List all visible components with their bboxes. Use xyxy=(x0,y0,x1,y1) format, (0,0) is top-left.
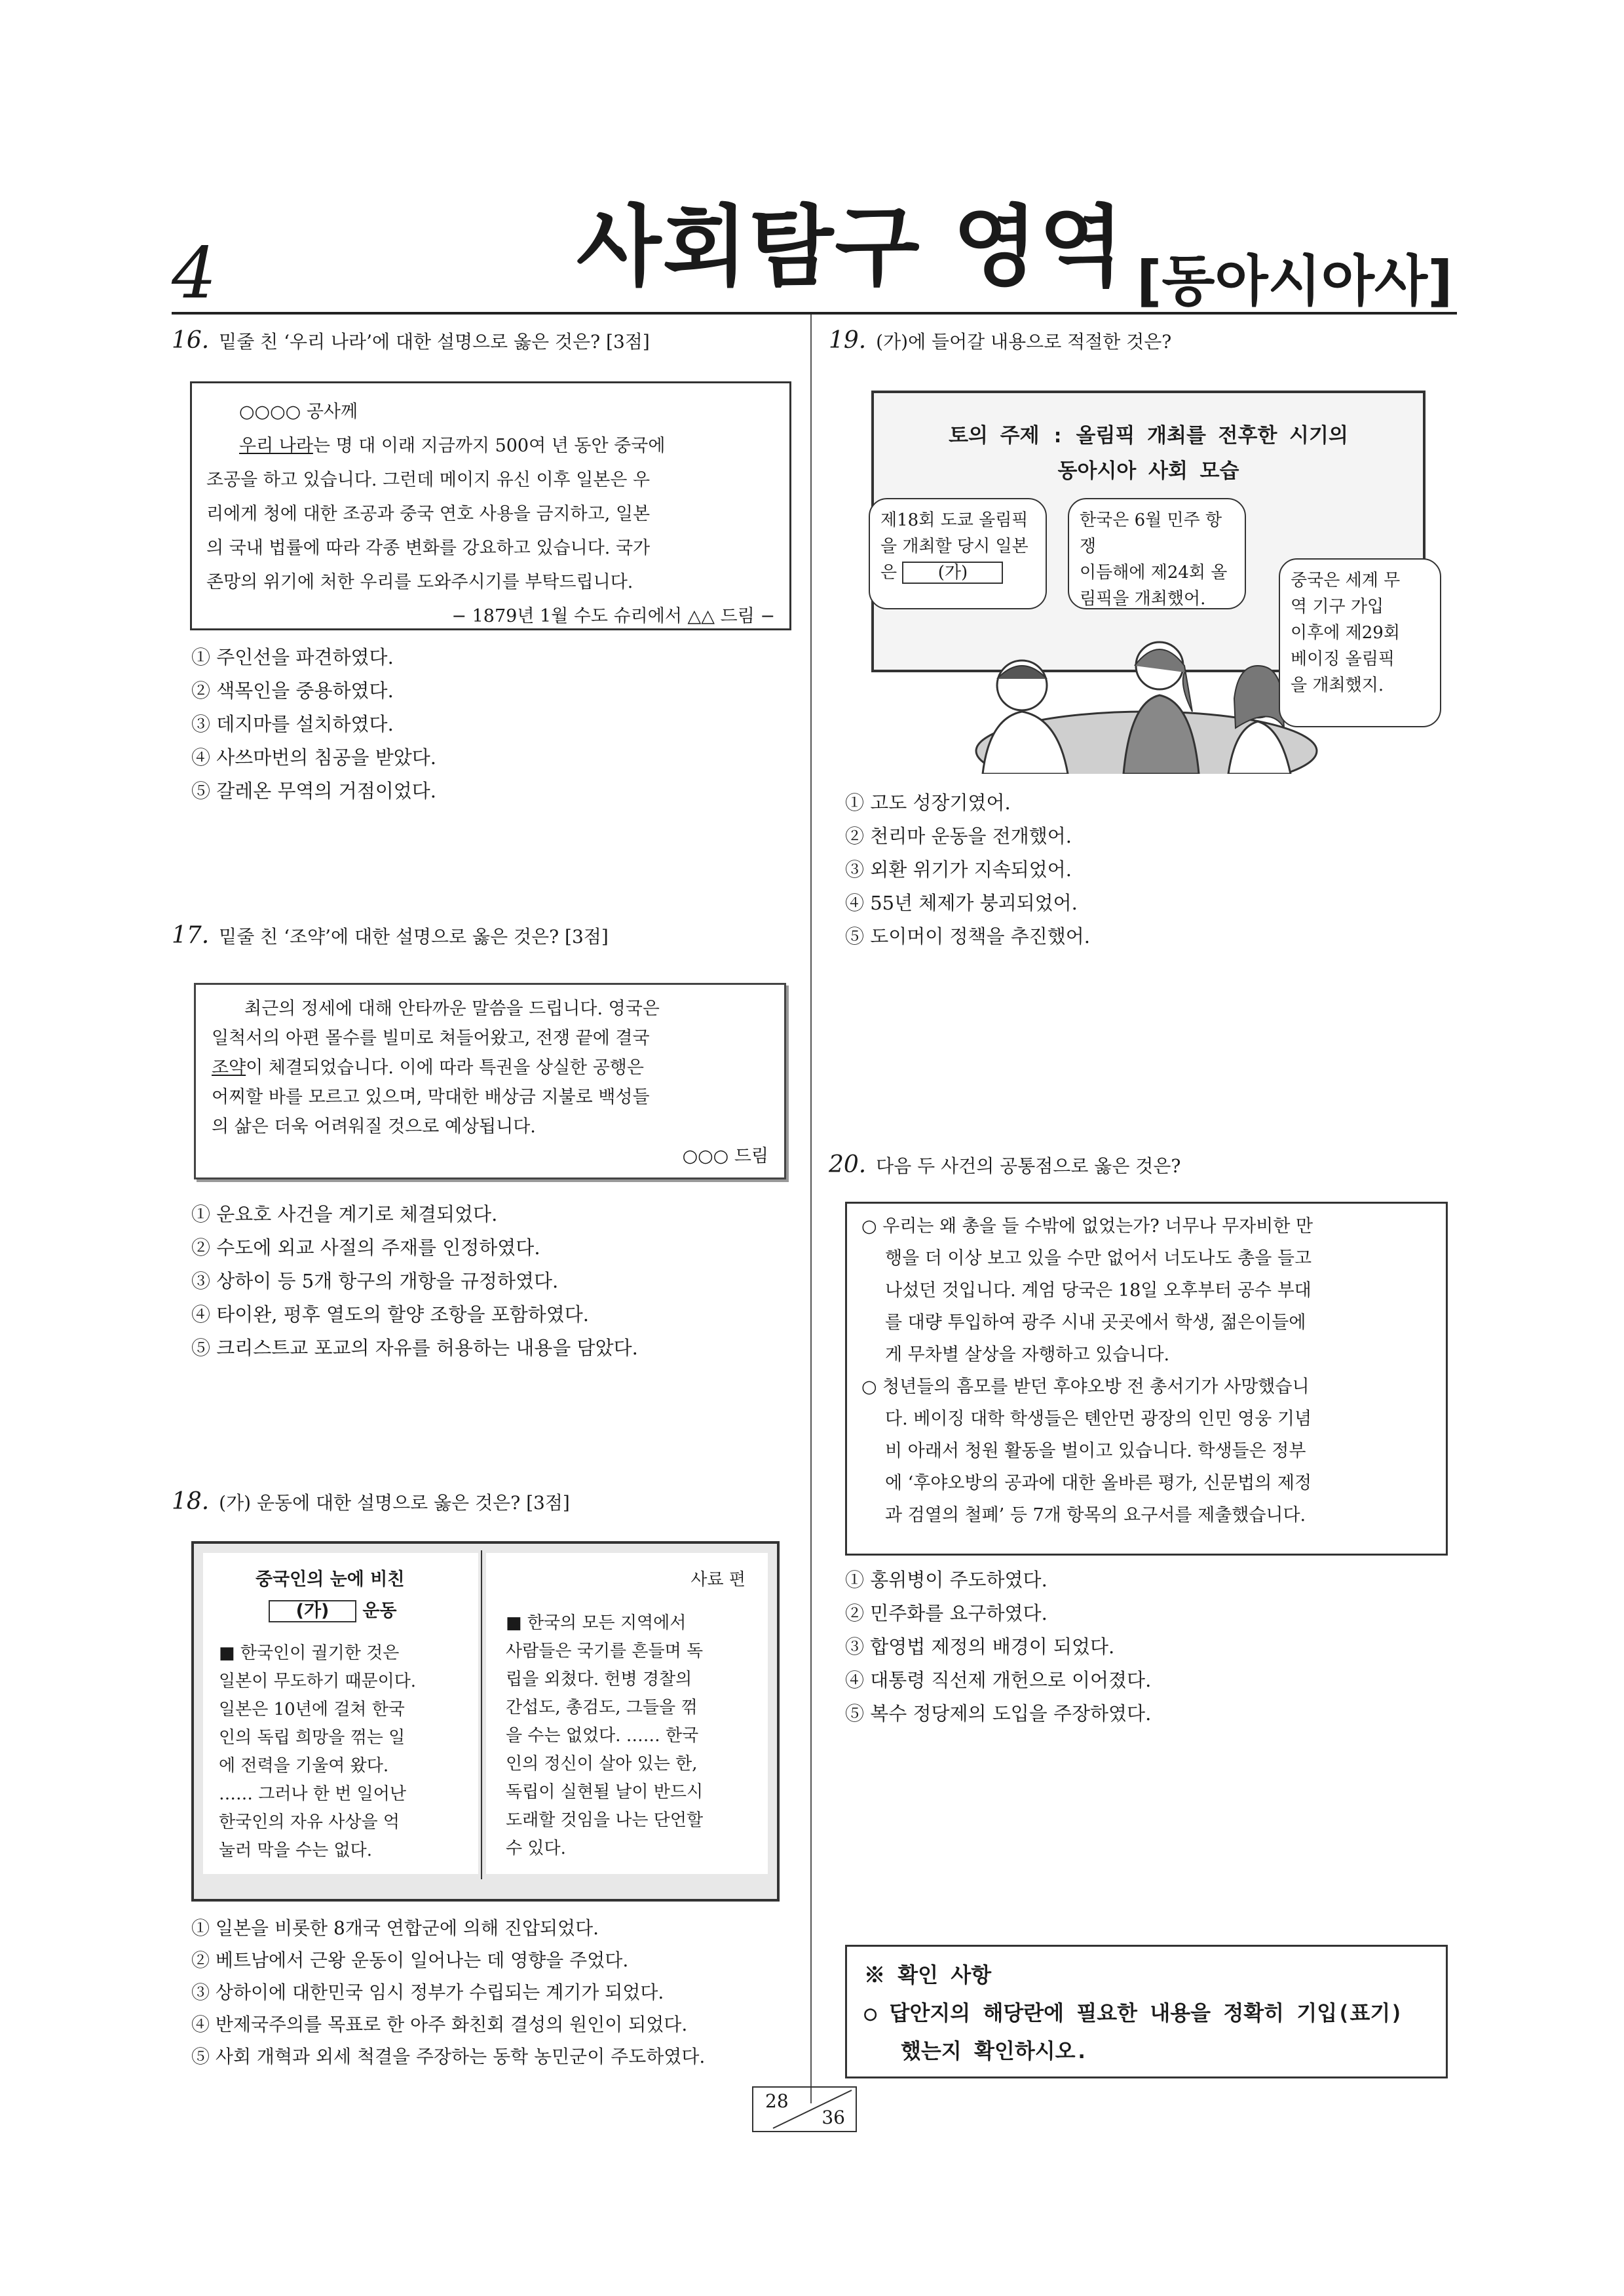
choice-2[interactable]: ② 베트남에서 근왕 운동이 일어나는 데 영향을 주었다. xyxy=(191,1949,629,1971)
underlined-term: 우리 나라 xyxy=(239,436,313,456)
choices-16 xyxy=(191,641,436,808)
choices-17 xyxy=(191,1198,638,1365)
question-number: 17. xyxy=(172,922,210,949)
board-line: 토의 주제 : 올림픽 개최를 전후한 시기의 xyxy=(949,424,1348,448)
choice-1[interactable]: ① 운요호 사건을 계기로 체결되었다. xyxy=(191,1203,498,1225)
box-line: 에 ‘후야오방의 공과에 대한 올바른 평가, 신문법의 제정 xyxy=(885,1473,1312,1493)
header-rule xyxy=(172,312,1457,315)
choice-5[interactable]: ⑤ 크리스트교 포교의 자유를 허용하는 내용을 담았다. xyxy=(191,1337,638,1359)
book-subtitle xyxy=(269,1596,397,1622)
question-text: 밑줄 친 ‘우리 나라’에 대한 설명으로 옳은 것은? [3점] xyxy=(219,331,650,353)
box-line: 리에게 청에 대한 조공과 중국 연호 사용을 금지하고, 일본 xyxy=(206,504,651,524)
question-number: 16. xyxy=(172,327,210,354)
box-line: ○ 우리는 왜 총을 들 수밖에 없었는가? 너무나 무자비한 만 xyxy=(861,1216,1313,1236)
board-topic xyxy=(874,418,1423,489)
choice-3[interactable]: ③ 상하이에 대한민국 임시 정부가 수립되는 계기가 되었다. xyxy=(191,1981,664,2003)
source-box xyxy=(845,1202,1448,1556)
choice-1[interactable]: ① 주인선을 파견하였다. xyxy=(191,646,394,668)
box-line: 게 무차별 살상을 자행하고 있습니다. xyxy=(885,1345,1170,1365)
choice-1[interactable]: ① 고도 성장기였어. xyxy=(845,792,1011,814)
exam-title: 사회탐구 영역 xyxy=(576,196,1125,298)
question-text: 다음 두 사건의 공통점으로 옳은 것은? xyxy=(876,1155,1181,1177)
question-19 xyxy=(829,328,1451,355)
choice-3[interactable]: ③ 외환 위기가 지속되었어. xyxy=(845,858,1072,881)
box-line: 조약이 체결되었습니다. 이에 따라 특권을 상실한 공행은 xyxy=(212,1058,644,1078)
bubble-line: 을 개최했지. xyxy=(1291,676,1384,695)
choice-3[interactable]: ③ 상하이 등 5개 항구의 개항을 규정하였다. xyxy=(191,1270,559,1292)
column-divider xyxy=(810,315,812,2103)
total-pages: 36 xyxy=(821,2107,845,2128)
box-line: 과 검열의 철폐’ 등 7개 항목의 요구서를 제출했습니다. xyxy=(885,1505,1306,1525)
choice-1[interactable]: ① 홍위병이 주도하였다. xyxy=(845,1569,1048,1591)
bubble-line: 역 기구 가입 xyxy=(1291,597,1384,617)
bubble-line: 림픽을 개최했어. xyxy=(1080,589,1206,609)
box-line: ○ 청년들의 흠모를 받던 후야오방 전 총서기가 사망했습니 xyxy=(861,1377,1310,1397)
bubble-line: 베이징 올림픽 xyxy=(1291,649,1395,669)
bubble-line xyxy=(880,560,1035,586)
box-line: 우리 나라는 명 대 이래 지금까지 500여 년 동안 중국에 xyxy=(239,436,666,456)
book-line: 립을 외쳤다. 헌병 경찰의 xyxy=(506,1670,692,1689)
choice-4[interactable]: ④ 대통령 직선제 개헌으로 이어졌다. xyxy=(845,1669,1152,1691)
source-box xyxy=(190,381,791,630)
choice-2[interactable]: ② 수도에 외교 사절의 주재를 인정하였다. xyxy=(191,1236,540,1259)
choice-4[interactable]: ④ 55년 체제가 붕괴되었어. xyxy=(845,892,1078,914)
book-line: 인의 정신이 살아 있는 한, xyxy=(506,1754,698,1774)
book-right-text xyxy=(506,1609,761,1863)
book-left-text xyxy=(219,1639,469,1865)
choice-5[interactable]: ⑤ 갈레온 무역의 거점이었다. xyxy=(191,780,437,802)
bubble-line: 이후에 제29회 xyxy=(1291,623,1400,643)
question-16 xyxy=(172,328,794,355)
book-line: 사람들은 국기를 흔들며 독 xyxy=(506,1641,704,1661)
page-number: 4 xyxy=(172,233,217,315)
speech-bubble-japan xyxy=(869,498,1047,609)
box-line: 최근의 정세에 대해 안타까운 말씀을 드립니다. 영국은 xyxy=(244,999,660,1019)
choice-2[interactable]: ② 민주화를 요구하였다. xyxy=(845,1602,1048,1624)
question-17 xyxy=(172,923,794,950)
choice-4[interactable]: ④ 사쓰마번의 침공을 받았다. xyxy=(191,746,437,769)
choice-3[interactable]: ③ 데지마를 설치하였다. xyxy=(191,713,394,735)
box-line: 존망의 위기에 처한 우리를 도와주시기를 부탁드립니다. xyxy=(206,572,633,592)
speech-bubble-korea xyxy=(1068,498,1246,609)
book-line: 인의 독립 희망을 꺾는 일 xyxy=(219,1728,406,1748)
box-line: ○○○○ 공사께 xyxy=(239,402,358,422)
choice-2[interactable]: ② 천리마 운동을 전개했어. xyxy=(845,825,1072,847)
bubble-line: 중국은 세계 무 xyxy=(1291,571,1401,590)
book-spine xyxy=(481,1550,482,1879)
question-number: 18. xyxy=(172,1488,210,1515)
choice-5[interactable]: ⑤ 사회 개혁과 외세 척결을 주장하는 동학 농민군이 주도하였다. xyxy=(191,2046,706,2067)
book-line: 간섭도, 총검도, 그들을 꺾 xyxy=(506,1698,698,1717)
book-illustration xyxy=(191,1541,780,1902)
book-title: 중국인의 눈에 비친 xyxy=(255,1569,405,1590)
notice-line: ○ 답안지의 해당란에 필요한 내용을 정확히 기입(표기) xyxy=(864,2000,1403,2025)
book-line: ■ 한국의 모든 지역에서 xyxy=(506,1613,687,1633)
choice-1[interactable]: ① 일본을 비롯한 8개국 연합군에 의해 진압되었다. xyxy=(191,1917,599,1939)
book-line: 을 수는 없었다. …… 한국 xyxy=(506,1726,699,1746)
question-number: 20. xyxy=(829,1151,867,1178)
notice-line: 했는지 확인하시오. xyxy=(901,2038,1088,2063)
choices-18 xyxy=(191,1912,705,2073)
choice-5[interactable]: ⑤ 도이머이 정책을 추진했어. xyxy=(845,925,1091,947)
question-18 xyxy=(172,1489,794,1516)
book-line: 도래할 것임을 나는 단언할 xyxy=(506,1810,704,1830)
discussion-illustration xyxy=(871,391,1428,774)
book-line: 일본은 10년에 걸쳐 한국 xyxy=(219,1700,405,1719)
question-text: (가) 운동에 대한 설명으로 옳은 것은? [3점] xyxy=(219,1492,570,1514)
question-number: 19. xyxy=(829,327,867,354)
question-text: (가)에 들어갈 내용으로 적절한 것은? xyxy=(876,331,1172,353)
confirmation-notice xyxy=(845,1945,1448,2078)
current-page: 28 xyxy=(765,2090,789,2112)
question-text: 밑줄 친 ‘조약’에 대한 설명으로 옳은 것은? [3점] xyxy=(219,926,609,947)
bubble-line: 이듬해에 제24회 올 xyxy=(1080,563,1228,583)
choice-4[interactable]: ④ 타이완, 펑후 열도의 할양 조항을 포함하였다. xyxy=(191,1303,589,1326)
choice-2[interactable]: ② 색목인을 중용하였다. xyxy=(191,679,394,702)
choice-4[interactable]: ④ 반제국주의를 목표로 한 아주 화친회 결성의 원인이 되었다. xyxy=(191,2014,688,2035)
bubble-line: 을 개최할 당시 일본 xyxy=(880,537,1029,556)
box-line: 의 국내 법률에 따라 각종 변화를 강요하고 있습니다. 국가 xyxy=(206,538,651,558)
page-counter xyxy=(752,2086,857,2132)
book-line: 독립이 실현될 날이 반드시 xyxy=(506,1782,704,1802)
book-tag: 사료 편 xyxy=(690,1570,746,1590)
box-line: 다. 베이징 대학 학생들은 톈안먼 광장의 인민 영웅 기념 xyxy=(885,1409,1312,1429)
bubble-line: 한국은 6월 민주 항쟁 xyxy=(1080,510,1222,556)
choice-5[interactable]: ⑤ 복수 정당제의 도입을 주장하였다. xyxy=(845,1702,1152,1725)
subject-label: [동아시아사] xyxy=(1137,249,1453,313)
box-line: 일척서의 아편 몰수를 빌미로 쳐들어왔고, 전쟁 끝에 결국 xyxy=(212,1028,650,1048)
source-box xyxy=(194,983,786,1179)
bubble-text: 은 xyxy=(880,563,897,583)
box-line: 를 대량 투입하여 광주 시내 곳곳에서 학생, 젊은이들에 xyxy=(885,1312,1306,1333)
book-line: 수 있다. xyxy=(506,1839,566,1858)
answer-blank: (가) xyxy=(269,1600,356,1622)
box-signature: ○○○ 드림 xyxy=(682,1146,768,1166)
book-right-page xyxy=(486,1553,768,1874)
book-subtitle-text: 운동 xyxy=(362,1601,397,1621)
book-line: 에 전력을 기울여 왔다. xyxy=(219,1756,389,1776)
box-line: 조공을 하고 있습니다. 그런데 메이지 유신 이후 일본은 우 xyxy=(206,470,651,490)
board-line: 동아시아 사회 모습 xyxy=(1057,459,1239,483)
book-line: …… 그러나 한 번 일어난 xyxy=(219,1784,406,1804)
box-line: 어찌할 바를 모르고 있으며, 막대한 배상금 지불로 백성들 xyxy=(212,1087,650,1107)
choices-20 xyxy=(845,1563,1151,1731)
book-left-page xyxy=(203,1553,478,1874)
choices-19 xyxy=(845,786,1090,953)
bubble-line: 제18회 도쿄 올림픽 xyxy=(880,510,1029,530)
box-signature: − 1879년 1월 수도 슈리에서 △△ 드림 − xyxy=(451,606,775,626)
speech-bubble-china xyxy=(1279,558,1441,727)
answer-blank: (가) xyxy=(902,562,1003,584)
box-line: 나섰던 것입니다. 계엄 당국은 18일 오후부터 공수 부대 xyxy=(885,1280,1312,1301)
box-line: 비 아래서 청원 활동을 벌이고 있습니다. 학생들은 정부 xyxy=(885,1441,1306,1461)
book-line: ■ 한국인이 궐기한 것은 xyxy=(219,1643,400,1663)
notice-title: ※ 확인 사항 xyxy=(864,1962,992,1987)
book-line: 눌러 막을 수는 없다. xyxy=(219,1841,372,1860)
box-line: 행을 더 이상 보고 있을 수만 없어서 너도나도 총을 들고 xyxy=(885,1248,1312,1269)
underlined-term: 조약 xyxy=(212,1058,246,1078)
book-line: 한국인의 자유 사상을 억 xyxy=(219,1812,400,1832)
question-20 xyxy=(829,1152,1451,1179)
book-line: 일본이 무도하기 때문이다. xyxy=(219,1672,417,1691)
choice-3[interactable]: ③ 합영법 제정의 배경이 되었다. xyxy=(845,1636,1115,1658)
box-line: 의 삶은 더욱 어려워질 것으로 예상됩니다. xyxy=(212,1117,536,1137)
